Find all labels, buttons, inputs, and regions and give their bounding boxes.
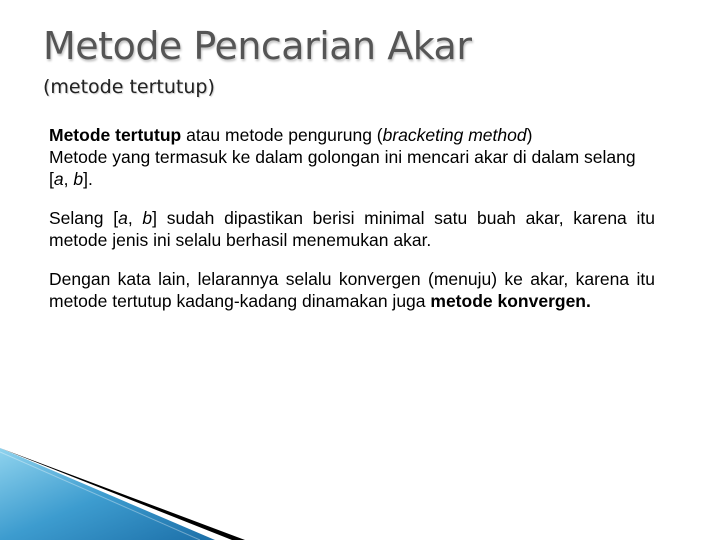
p2-comma: ,: [127, 208, 143, 228]
slide-title: Metode Pencarian Akar: [43, 24, 472, 68]
corner-blue-wedge: [0, 448, 215, 540]
term-metode-tertutup: Metode tertutup: [49, 125, 182, 145]
paragraph-interval: [49, 207, 655, 251]
p1-end: ].: [83, 169, 93, 189]
slide-subtitle: (metode tertutup): [43, 76, 215, 98]
p1-text-b: ): [526, 125, 533, 145]
term-bracketing-method: bracketing method: [382, 125, 527, 145]
var-a: a: [118, 208, 128, 228]
p1-comma: ,: [63, 169, 74, 189]
p2-text-b: ] sudah dipastikan berisi minimal satu buah akar, karena itu metode jenis ini selalu berhasil menemukan akar.: [49, 208, 655, 250]
var-a: a: [53, 169, 64, 189]
paragraph-convergent: [49, 268, 655, 312]
var-b: b: [73, 169, 84, 189]
slide-body: [49, 124, 655, 329]
p1-line2: Metode yang termasuk ke dalam golongan ini mencari akar di dalam selang [: [49, 147, 636, 189]
p3-text: Dengan kata lain, lelarannya selalu konvergen (menuju) ke akar, karena itu metode tertutup kadang-kadang dinamakan juga: [49, 269, 655, 311]
corner-decoration: [0, 448, 245, 540]
p1-text-a: atau metode pengurung (: [181, 125, 383, 145]
paragraph-bracketing-definition: [49, 124, 655, 190]
var-b: b: [142, 208, 153, 228]
p2-text-a: Selang [: [49, 208, 119, 228]
term-metode-konvergen: metode konvergen.: [430, 291, 591, 311]
